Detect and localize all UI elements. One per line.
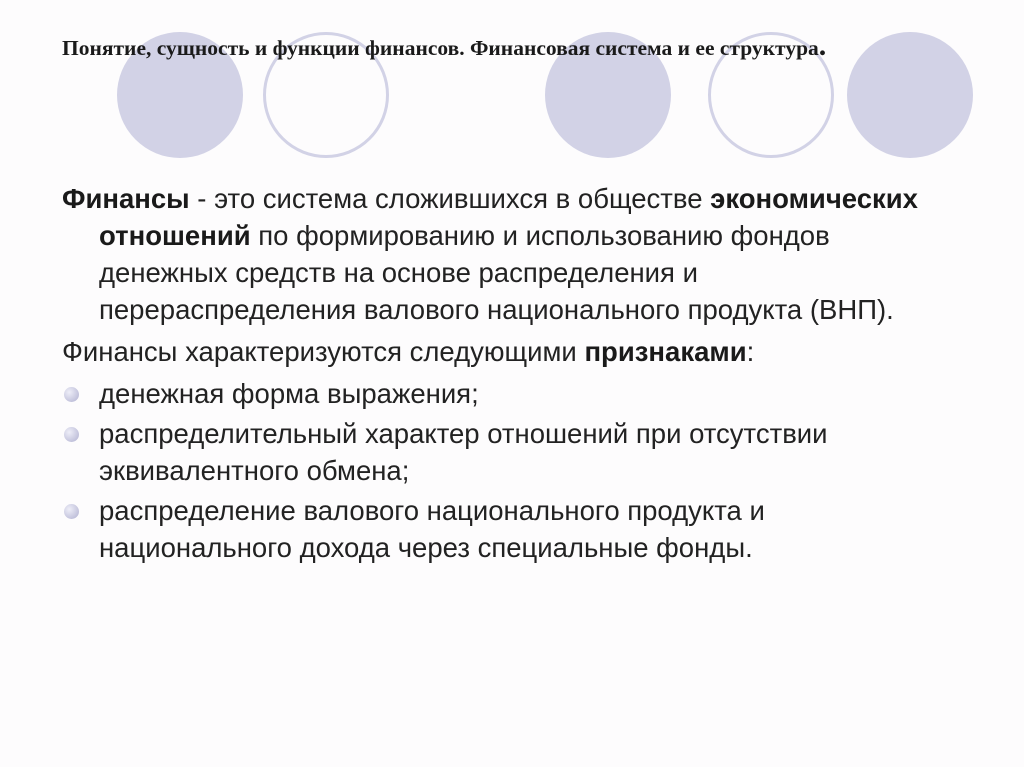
slide-title-text: Понятие, сущность и функции финансов. Финансовая система и ее структура xyxy=(62,36,819,60)
list-item-text: распределение валового национального продукта и национального дохода через специальные фонды. xyxy=(99,495,765,563)
bullet-dot-icon xyxy=(64,427,79,442)
list-item-text: денежная форма выражения; xyxy=(99,378,479,409)
features-intro xyxy=(62,333,962,370)
bullet-dot-icon xyxy=(64,504,79,519)
definition-paragraph xyxy=(62,180,962,328)
slide-body xyxy=(62,180,962,569)
list-item xyxy=(62,375,962,412)
definition-dash-text: - это система сложившихся в обществе xyxy=(189,183,711,214)
slide-title xyxy=(62,18,962,76)
features-intro-text: Финансы характеризуются следующими xyxy=(62,336,585,367)
definition-rest-text: по формированию и использованию фондов денежных средств на основе распределения и перераспределения валового национального продукта (ВНП). xyxy=(99,220,894,325)
list-item xyxy=(62,415,962,489)
features-intro-colon: : xyxy=(746,336,755,367)
bullet-dot-icon xyxy=(64,387,79,402)
definition-bold-phrase: экономических отношений xyxy=(99,183,918,251)
slide-title-period: . xyxy=(818,29,827,62)
definition-term: Финансы xyxy=(62,183,190,214)
features-list xyxy=(62,375,962,566)
list-item xyxy=(62,492,962,566)
features-intro-bold: признаками xyxy=(584,336,747,367)
list-item-text: распределительный характер отношений при отсутствии эквивалентного обмена; xyxy=(99,418,828,486)
